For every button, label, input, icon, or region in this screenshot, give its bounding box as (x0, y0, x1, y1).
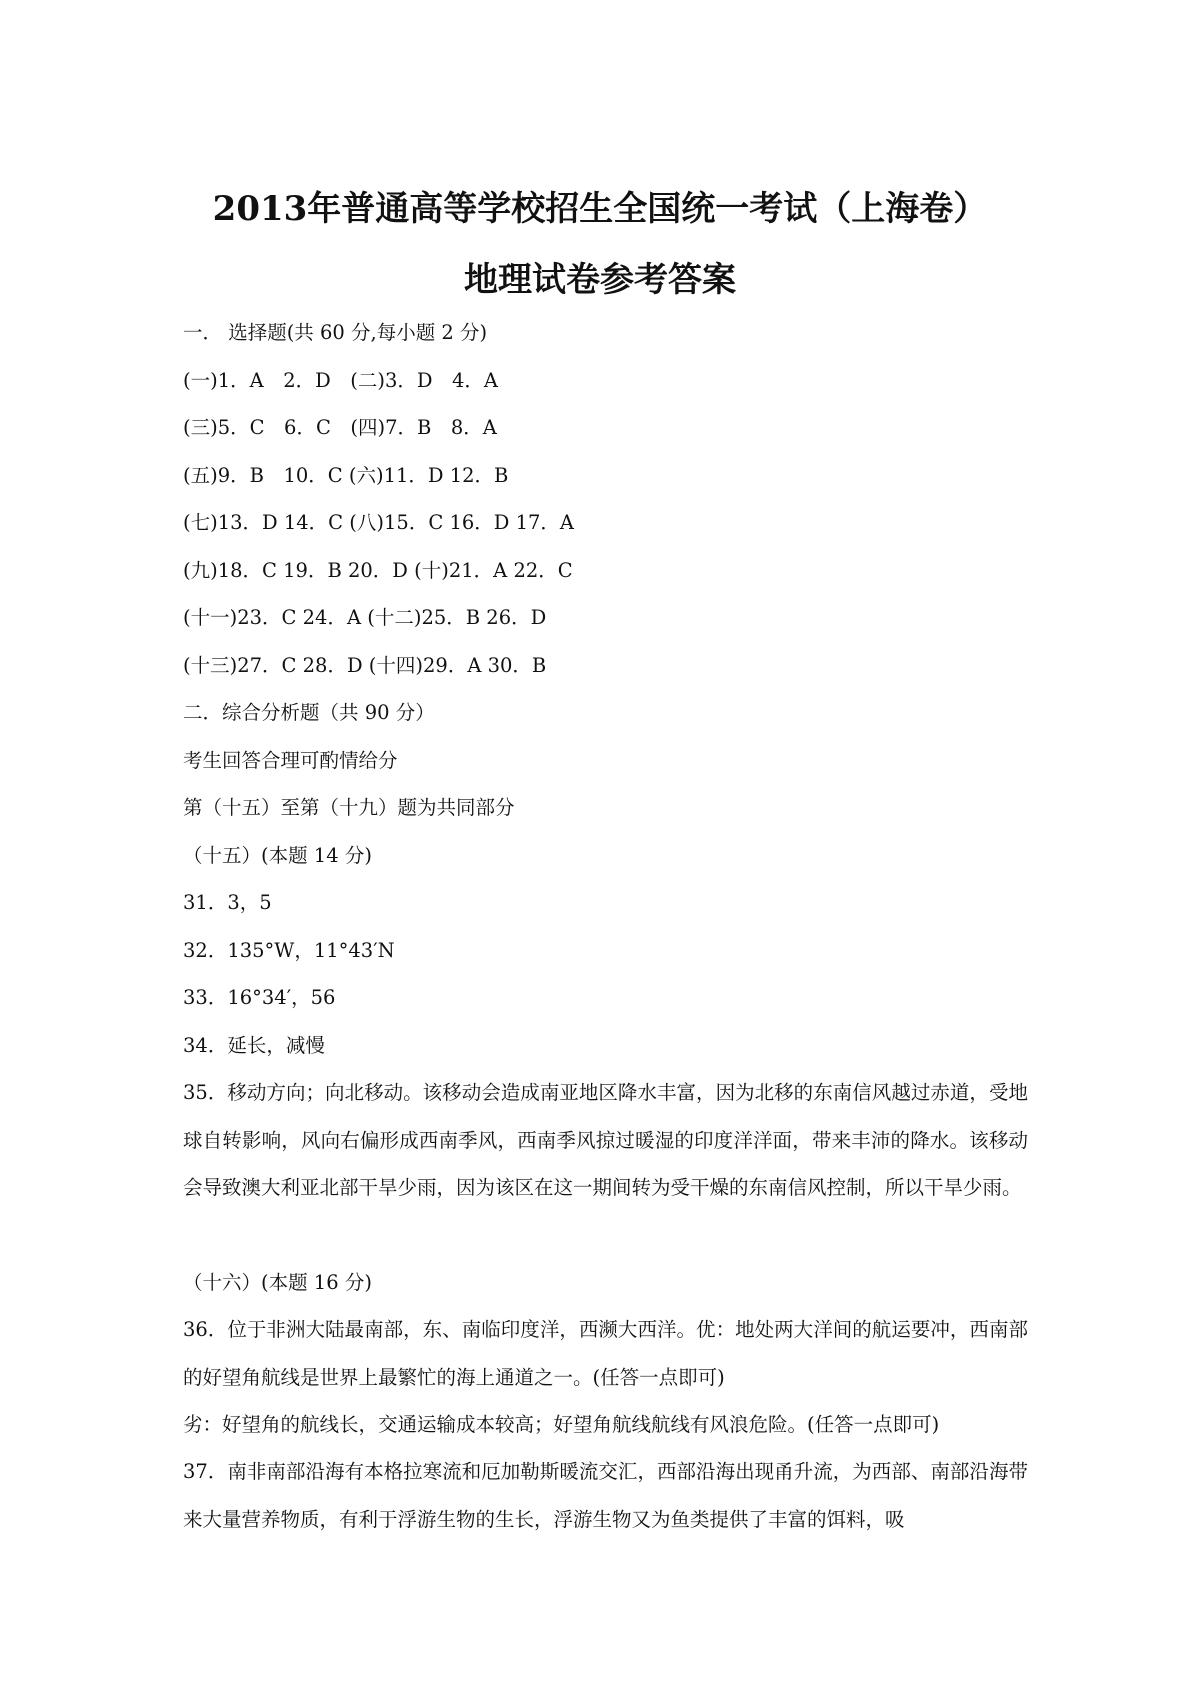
mc-answer-line: (九)18．C 19．B 20．D (十)21．A 22．C (183, 558, 573, 582)
answer-34: 34．延长，减慢 (183, 1033, 325, 1057)
answer-37: 37．南非南部沿海有本格拉寒流和厄加勒斯暖流交汇，西部沿海出现甬升流，为西部、南部沿海带来大量营养物质，有利于浮游生物的生长，浮游生物又为鱼类提供了丰富的饵料，吸 (183, 1460, 1028, 1531)
common-part-note: 第（十五）至第（十九）题为共同部分 (183, 796, 515, 819)
document-subtitle: 地理试卷参考答案 (464, 260, 736, 300)
grading-note: 考生回答合理可酌情给分 (183, 748, 398, 772)
document-title: 2013年普通高等学校招生全国统一考试（上海卷） (212, 189, 988, 229)
question-15-heading: （十五）(本题 14 分) (183, 843, 372, 867)
mc-answer-line: (七)13．D 14．C (八)15．C 16．D 17．A (183, 511, 574, 534)
mc-answer-line: (十一)23．C 24．A (十二)25．B 26．D (183, 606, 547, 629)
answer-lines (183, 309, 1033, 1069)
question-16-block (183, 1259, 1033, 1307)
answer-35: 35．移动方向；向北移动。该移动会造成南亚地区降水丰富，因为北移的东南信风越过赤道，受地球自转影响，风向右偏形成西南季风，西南季风掠过暖湿的印度洋洋面，带来丰沛的降水。该移动会导致澳大利亚北部干旱少雨，因为该区在这一期间转为受干燥的东南信风控制，所以干旱少雨。 (183, 1081, 1028, 1199)
answer-32: 32．135°W，11°43′N (183, 938, 395, 962)
answer-36: 36．位于非洲大陆最南部，东、南临印度洋，西濒大西洋。优：地处两大洋间的航运要冲，西南部的好望角航线是世界上最繁忙的海上通道之一。(任答一点即可) (183, 1318, 1028, 1389)
section1-heading: 一． 选择题(共 60 分,每小题 2 分) (183, 321, 488, 344)
mc-answer-line: (三)5．C 6．C (四)7．B 8．A (183, 416, 497, 439)
answer-36-disadvantage: 劣：好望角的航线长，交通运输成本较高；好望角航线航线有风浪危险。(任答一点即可) (183, 1413, 940, 1436)
answer-31: 31．3，5 (183, 891, 272, 914)
question-16-heading: （十六）(本题 16 分) (183, 1271, 372, 1294)
mc-answer-line: (十三)27．C 28．D (十四)29．A 30．B (183, 653, 547, 677)
section2-heading: 二．综合分析题（共 90 分） (183, 701, 435, 724)
mc-answer-line: (五)9．B 10．C (六)11．D 12．B (183, 463, 509, 487)
answer-33: 33．16°34′，56 (183, 986, 336, 1009)
mc-answer-line: (一)1．A 2．D (二)3．D 4．A (183, 368, 498, 392)
